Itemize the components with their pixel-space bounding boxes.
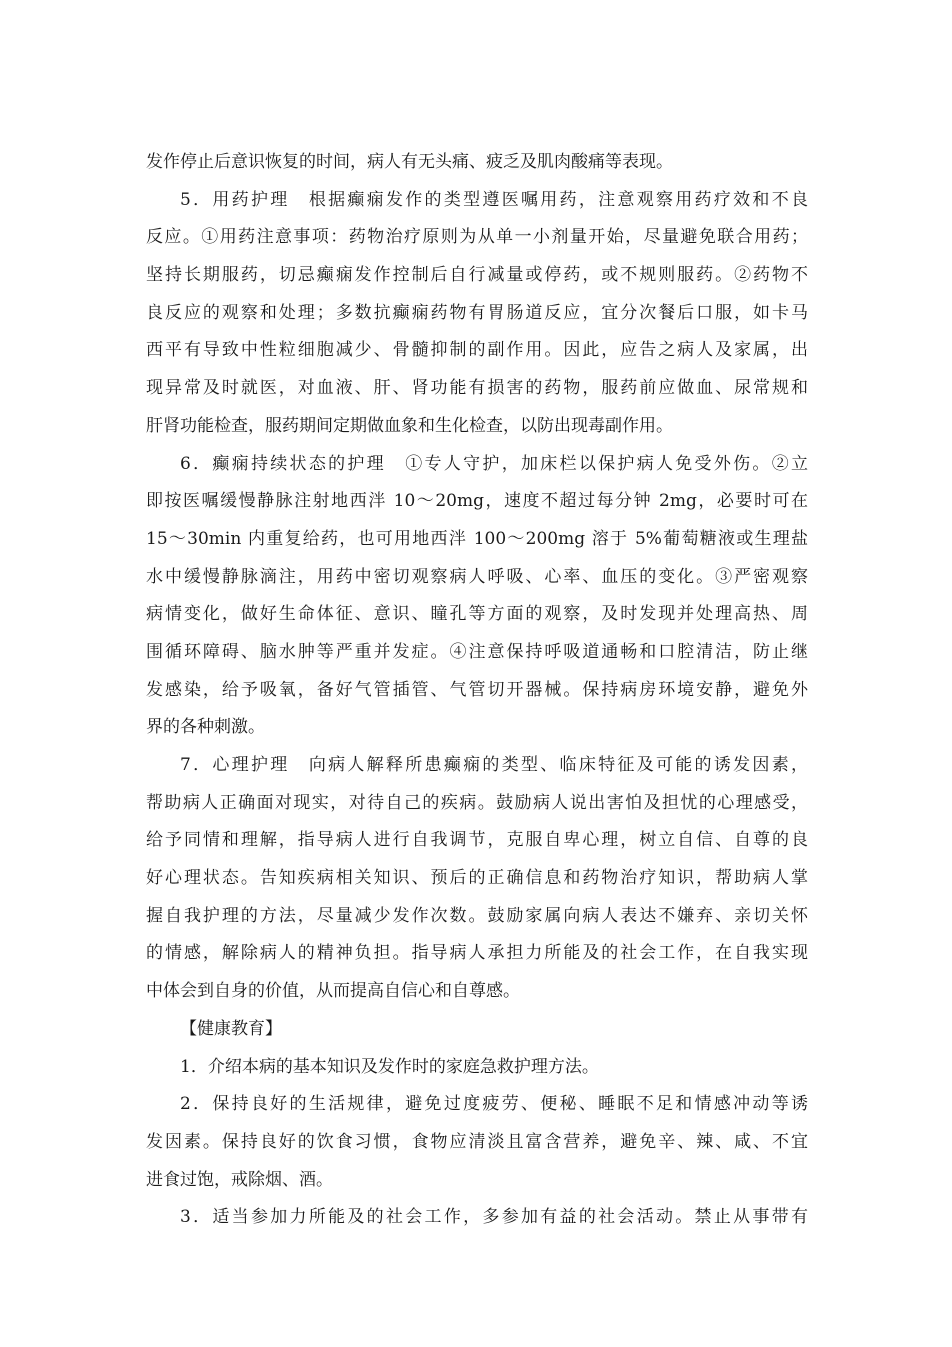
text-line: 坚持长期服药，切忌癫痫发作控制后自行减量或停药，或不规则服药。②药物不 <box>146 265 808 286</box>
text-line: 发感染，给予吸氧，备好气管插管、气管切开器械。保持病房环境安静，避免外 <box>146 679 808 700</box>
text-line: 良反应的观察和处理；多数抗癫痫药物有胃肠道反应，宜分次餐后口服，如卡马 <box>146 302 808 323</box>
text-line: 中体会到自身的价值，从而提高自信心和自尊感。 <box>146 981 520 1002</box>
text-line: 6．癫痫持续状态的护理 ①专人守护，加床栏以保护病人免受外伤。②立 <box>180 453 808 474</box>
text-line: 2．保持良好的生活规律，避免过度疲劳、便秘、睡眠不足和情感冲动等诱 <box>180 1094 808 1115</box>
text-line: 病情变化，做好生命体征、意识、瞳孔等方面的观察，及时发现并处理高热、周 <box>146 604 808 625</box>
text-line: 5．用药护理 根据癫痫发作的类型遵医嘱用药，注意观察用药疗效和不良 <box>180 189 808 210</box>
text-line: 7．心理护理 向病人解释所患癫痫的类型、临床特征及可能的诱发因素， <box>180 755 808 775</box>
text-line: 1．介绍本病的基本知识及发作时的家庭急救护理方法。 <box>180 1056 599 1077</box>
text-line: 帮助病人正确面对现实，对待自己的疾病。鼓励病人说出害怕及担忧的心理感受， <box>146 792 808 813</box>
text-line: 3．适当参加力所能及的社会工作，多参加有益的社会活动。禁止从事带有 <box>180 1207 808 1228</box>
text-line: 【健康教育】 <box>180 1018 282 1039</box>
text-line: 界的各种刺激。 <box>146 717 265 738</box>
text-line: 15～30min 内重复给药，也可用地西泮 100～200mg 溶于 5%葡萄糖液或生理盐 <box>146 528 808 549</box>
text-line: 发因素。保持良好的饮食习惯，食物应清淡且富含营养，避免辛、辣、咸、不宜 <box>146 1131 808 1152</box>
text-line: 肝肾功能检查，服药期间定期做血象和生化检查，以防出现毒副作用。 <box>146 415 673 436</box>
text-line: 西平有导致中性粒细胞减少、骨髓抑制的副作用。因此，应告之病人及家属，出 <box>146 340 808 361</box>
text-line: 发作停止后意识恢复的时间，病人有无头痛、疲乏及肌肉酸痛等表现。 <box>146 152 673 172</box>
text-line: 好心理状态。告知疾病相关知识、预后的正确信息和药物治疗知识，帮助病人掌 <box>146 868 808 889</box>
text-line: 即按医嘱缓慢静脉注射地西泮 10～20mg，速度不超过每分钟 2mg，必要时可在 <box>146 491 808 512</box>
text-line: 进食过饱，戒除烟、酒。 <box>146 1169 333 1190</box>
text-line: 反应。①用药注意事项：药物治疗原则为从单一小剂量开始，尽量避免联合用药； <box>146 227 808 248</box>
text-line: 围循环障碍、脑水肿等严重并发症。④注意保持呼吸道通畅和口腔清洁，防止继 <box>146 641 808 662</box>
text-line: 的情感，解除病人的精神负担。指导病人承担力所能及的社会工作，在自我实现 <box>146 943 808 964</box>
document-page <box>146 144 808 1237</box>
text-line: 给予同情和理解，指导病人进行自我调节，克服自卑心理，树立自信、自尊的良 <box>146 830 808 851</box>
text-line: 握自我护理的方法，尽量减少发作次数。鼓励家属向病人表达不嫌弃、亲切关怀 <box>146 905 808 926</box>
text-line: 现异常及时就医，对血液、肝、肾功能有损害的药物，服药前应做血、尿常规和 <box>146 378 808 399</box>
text-line: 水中缓慢静脉滴注，用药中密切观察病人呼吸、心率、血压的变化。③严密观察 <box>146 566 808 587</box>
